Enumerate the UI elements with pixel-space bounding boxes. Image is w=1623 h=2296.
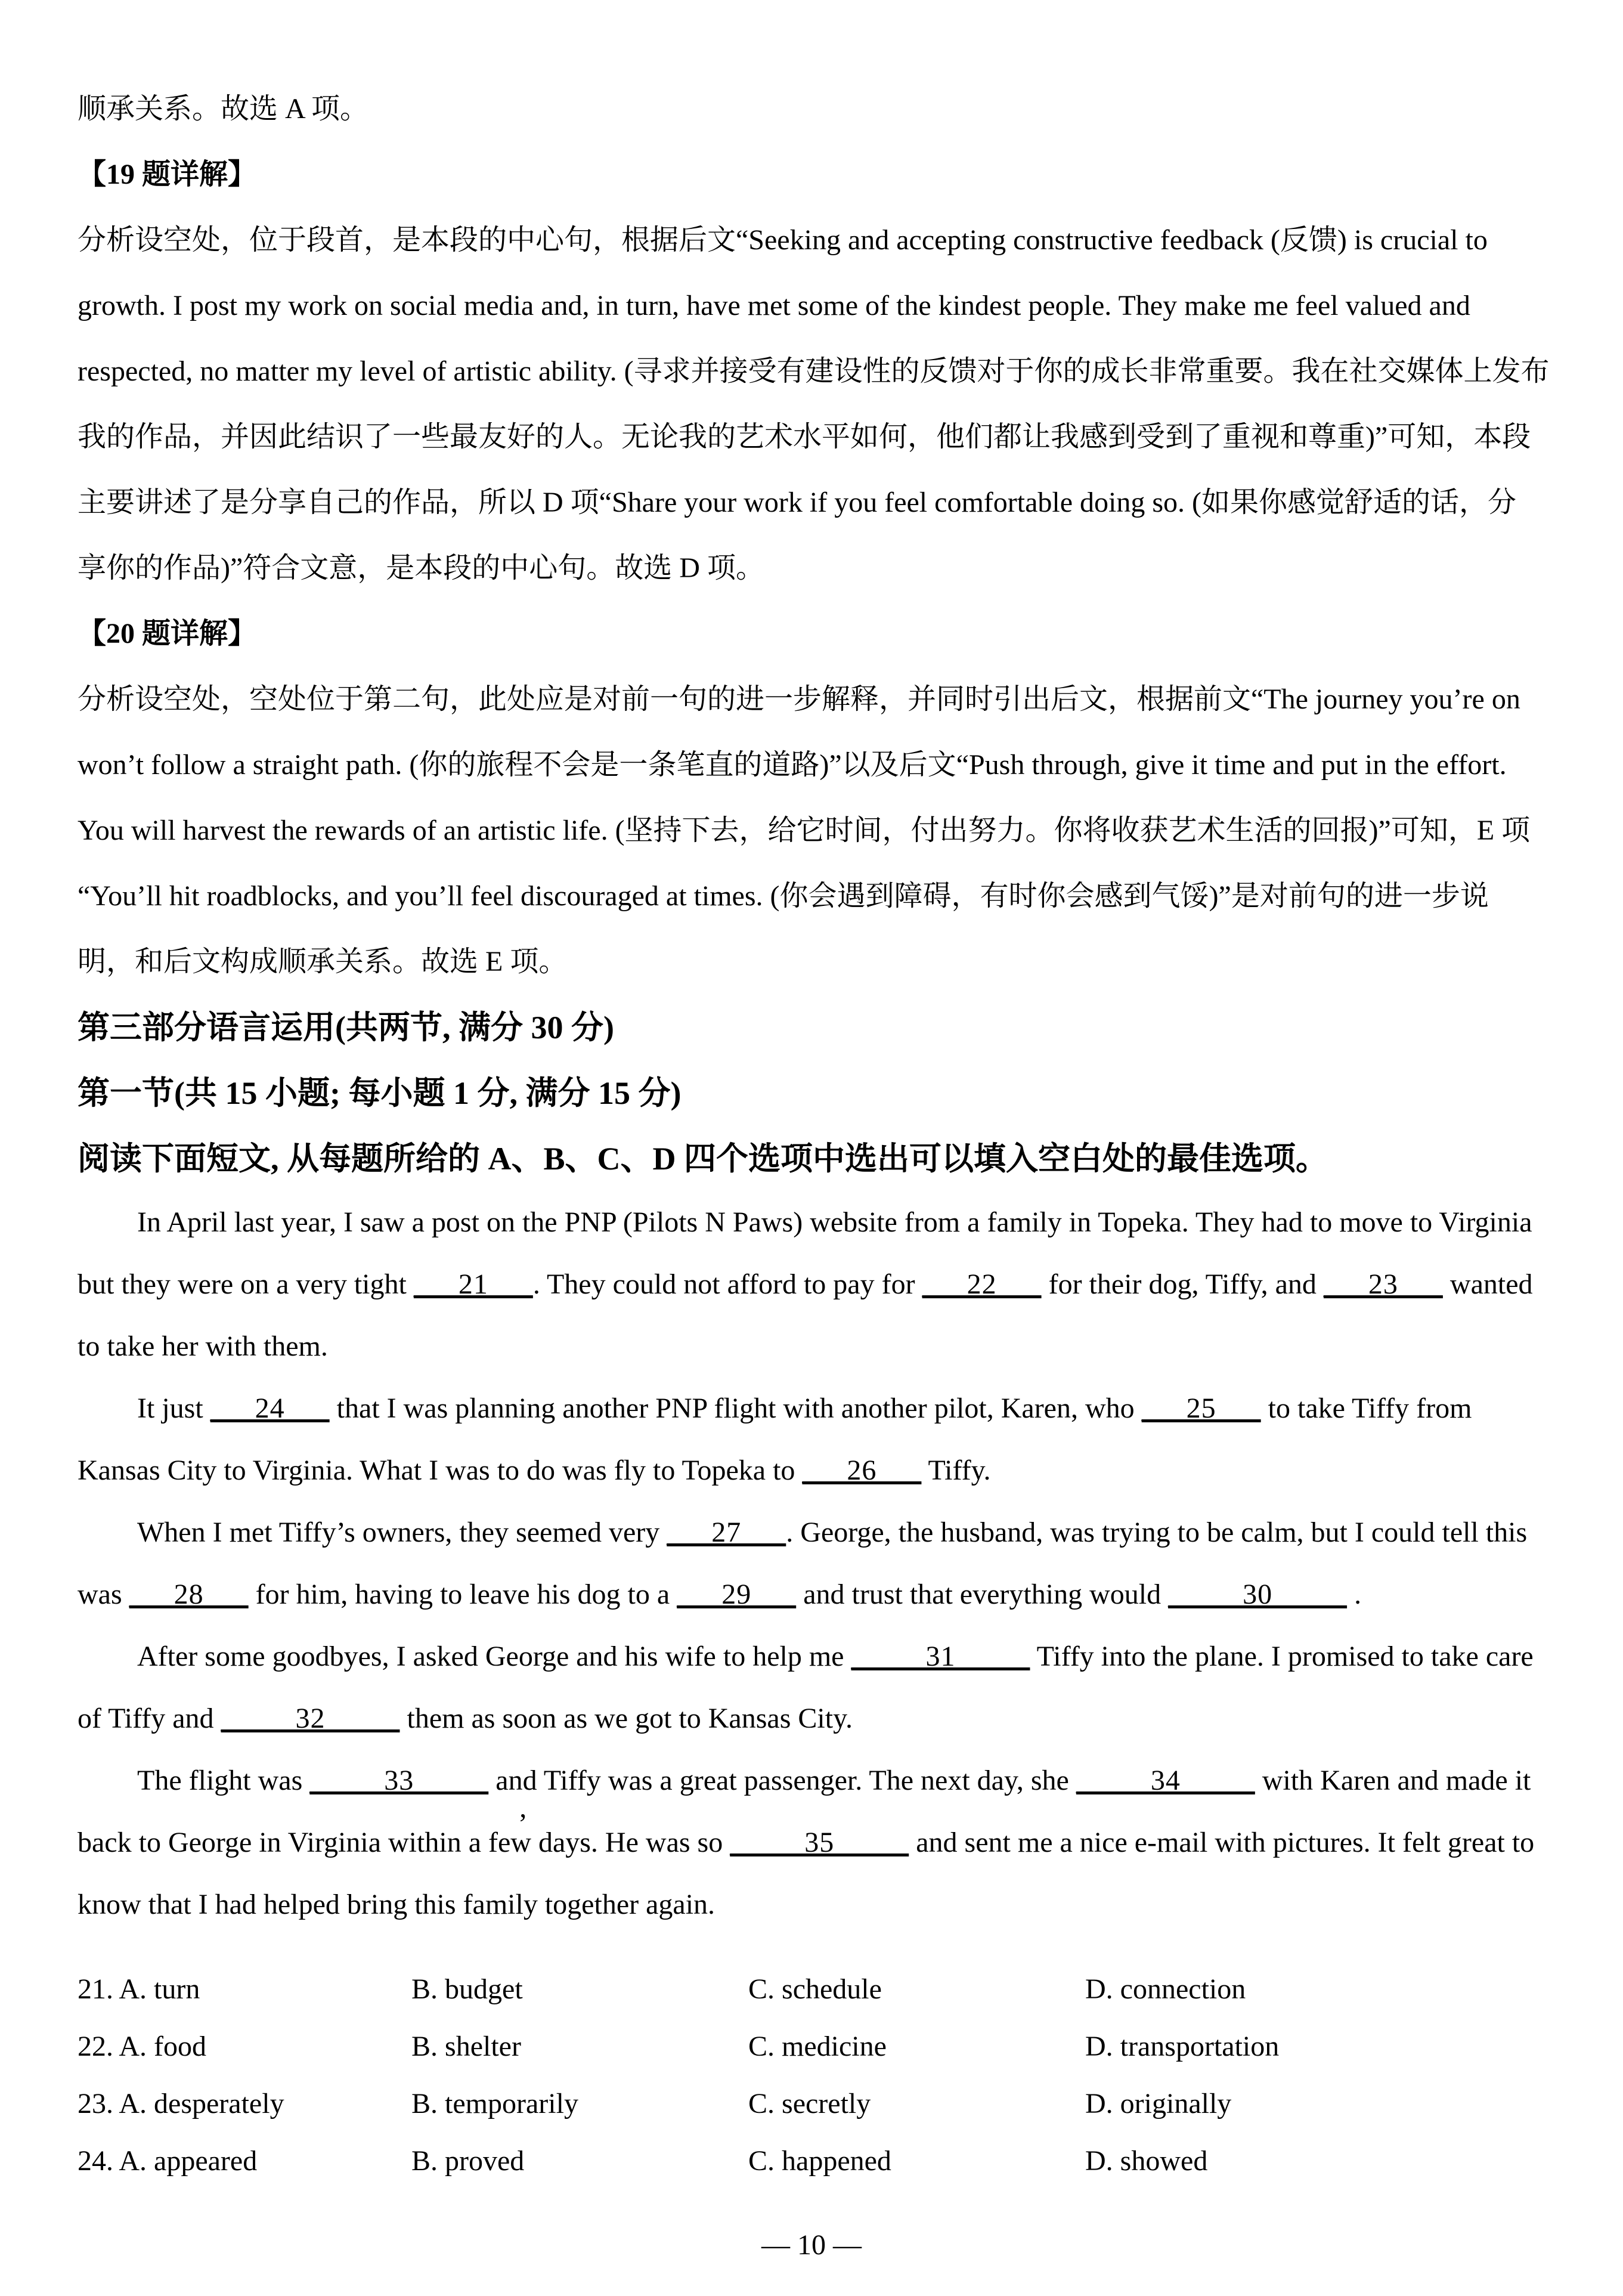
- cloze-blank-21: ___21___: [413, 1268, 533, 1300]
- explanation-line: 明，和后文构成顺承关系。故选 E 项。: [78, 946, 568, 977]
- cloze-passage-line: but they were on a very tight ___21___. They could not afford to pay for ___22___ for their dog, Tiffy, and ___23___ wanted: [78, 1268, 1533, 1300]
- cloze-passage-line: When I met Tiffy’s owners, they seemed very ___27___. George, the husband, was trying to be calm, but I could tell this: [137, 1517, 1528, 1548]
- option-22-B: B. shelter: [411, 2031, 521, 2062]
- option-row-21: [78, 1961, 1551, 2018]
- section1-heading: 第一节(共 15 小题; 每小题 1 分, 满分 15 分): [78, 1075, 682, 1111]
- cloze-blank-23: ___23___: [1323, 1268, 1443, 1300]
- option-22-A: 22. A. food: [78, 2031, 206, 2062]
- cloze-blank-29: ___29___: [677, 1579, 797, 1610]
- cloze-blank-28: ___28___: [129, 1579, 249, 1610]
- explanation-line: “You’ll hit roadblocks, and you’ll feel discouraged at times. (你会遇到障碍，有时你会感到气馁)”是对前句的进一步说: [78, 880, 1489, 912]
- option-23-B: B. temporarily: [411, 2088, 578, 2119]
- cloze-instructions: 阅读下面短文, 从每题所给的 A、B、C、D 四个选项中选出可以填入空白处的最佳选项。: [78, 1141, 1328, 1177]
- option-22-C: C. medicine: [748, 2031, 887, 2062]
- cloze-passage-line: of Tiffy and _____32_____ them as soon as we got to Kansas City.: [78, 1703, 853, 1734]
- option-24-A: 24. A. appeared: [78, 2145, 258, 2177]
- cloze-blank-26: ___26___: [802, 1455, 922, 1486]
- cloze-passage-line: It just ___24___ that I was planning another PNP flight with another pilot, Karen, who ___25___ to take Tiffy from: [137, 1393, 1472, 1424]
- option-21-A: 21. A. turn: [78, 1973, 200, 2005]
- cloze-passage-line: In April last year, I saw a post on the PNP (Pilots N Paws) website from a family in Topeka. They had to move to Virginia: [137, 1206, 1532, 1238]
- cloze-blank-34: _____34_____: [1076, 1765, 1255, 1796]
- cloze-passage-line: back to George in Virginia within a few days. He was so _____35_____ and sent me a nice e-mail with pictures. It felt great to: [78, 1827, 1535, 1858]
- cloze-passage-line: Kansas City to Virginia. What I was to do was fly to Topeka to ___26___ Tiffy.: [78, 1455, 991, 1486]
- cloze-blank-32: _____32_____: [221, 1703, 400, 1734]
- cloze-passage-line: The flight was _____33_____, and Tiffy was a great passenger. The next day, she _____34_____ with Karen and made it: [137, 1765, 1531, 1824]
- option-row-24: [78, 2133, 1551, 2190]
- option-23-C: C. secretly: [748, 2088, 871, 2119]
- option-21-B: B. budget: [411, 1973, 523, 2005]
- option-22-D: D. transportation: [1085, 2031, 1280, 2062]
- explanation-line: You will harvest the rewards of an artistic life. (坚持下去，给它时间，付出努力。你将收获艺术生活的回报)”可知，E 项: [78, 815, 1531, 846]
- option-24-C: C. happened: [748, 2145, 891, 2177]
- cloze-blank-33: _____33_____: [309, 1765, 489, 1796]
- option-21-D: D. connection: [1085, 1973, 1246, 2005]
- cloze-blank-27: ___27___: [667, 1517, 786, 1548]
- cloze-blank-30: _____30_____: [1168, 1579, 1348, 1610]
- option-24-D: D. showed: [1085, 2145, 1208, 2177]
- explanation-line: won’t follow a straight path. (你的旅程不会是一条笔直的道路)”以及后文“Push through, give it time and put in the effort.: [78, 749, 1507, 781]
- part3-heading: 第三部分语言运用(共两节, 满分 30 分): [78, 1010, 614, 1045]
- cloze-passage-line: After some goodbyes, I asked George and his wife to help me _____31_____ Tiffy into the plane. I promised to take care: [137, 1641, 1534, 1672]
- cloze-blank-31: _____31_____: [851, 1641, 1030, 1672]
- explanation-line: 我的作品，并因此结识了一些最友好的人。无论我的艺术水平如何，他们都让我感到受到了重视和尊重)”可知，本段: [78, 421, 1531, 453]
- explanation-line: 分析设空处，位于段首，是本段的中心句，根据后文“Seeking and accepting constructive feedback (反馈) is crucial to: [78, 224, 1488, 256]
- cloze-passage-line: was ___28___ for him, having to leave his dog to a ___29___ and trust that everything would _____30_____ .: [78, 1579, 1362, 1610]
- option-row-23: [78, 2075, 1551, 2133]
- cloze-blank-25: ___25___: [1141, 1393, 1261, 1424]
- option-24-B: B. proved: [411, 2145, 525, 2177]
- cloze-blank-24: ___24___: [210, 1393, 330, 1424]
- document-body: [78, 76, 1551, 1936]
- explanation-line: 主要讲述了是分享自己的作品，所以 D 项“Share your work if you feel comfortable doing so. (如果你感觉舒适的话，分: [78, 487, 1517, 518]
- option-23-D: D. originally: [1085, 2088, 1232, 2119]
- explanation-line: 享你的作品)”符合文意，是本段的中心句。故选 D 项。: [78, 552, 764, 584]
- explanation-line: respected, no matter my level of artistic ability. (寻求并接受有建设性的反馈对于你的成长非常重要。我在社交媒体上发布: [78, 355, 1550, 387]
- cloze-blank-35: _____35_____: [730, 1827, 909, 1858]
- option-21-C: C. schedule: [748, 1973, 882, 2005]
- explanation-line: growth. I post my work on social media and, in turn, have met some of the kindest people. They make me feel valued and: [78, 290, 1470, 321]
- page-footer: [0, 2213, 1623, 2278]
- explanation-line: 分析设空处，空处位于第二句，此处应是对前一句的进一步解释，并同时引出后文，根据前文“The journey you’re on: [78, 683, 1520, 715]
- cloze-passage-line: to take her with them.: [78, 1330, 328, 1362]
- detail-heading-20: 【20 题详解】: [78, 618, 257, 649]
- explanation-line: 顺承关系。故选 A 项。: [78, 93, 369, 125]
- cloze-blank-22: ___22___: [922, 1268, 1042, 1300]
- option-row-22: [78, 2018, 1551, 2075]
- page-number: — 10 —: [761, 2229, 862, 2261]
- options-table: [78, 1961, 1551, 2190]
- option-23-A: 23. A. desperately: [78, 2088, 284, 2119]
- detail-heading-19: 【19 题详解】: [78, 159, 257, 190]
- cloze-passage-line: know that I had helped bring this family together again.: [78, 1889, 716, 1920]
